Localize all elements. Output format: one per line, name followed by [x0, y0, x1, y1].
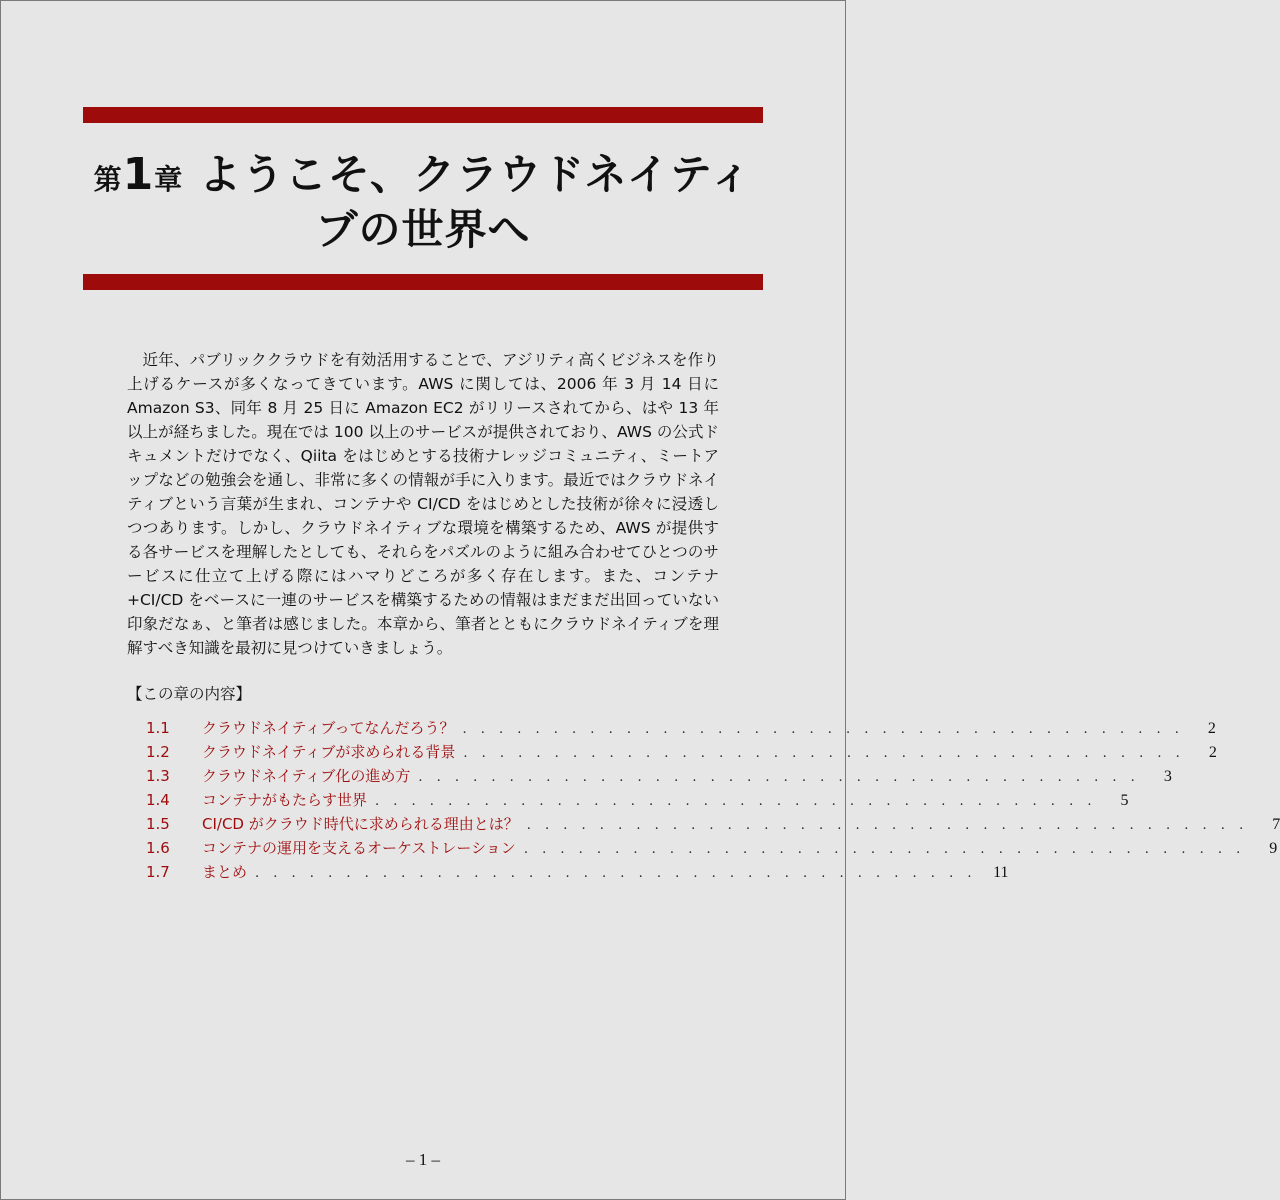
- intro-paragraph: 近年、パブリッククラウドを有効活用することで、アジリティ高くビジネスを作り上げるケースが多くなってきています。AWS に関しては、2006 年 3 月 14 日に Amazon S3、同年 8 月 25 日に Amazon EC2 がリリースされてから、はや 13 年以上が経ちました。現在では 100 以上のサービスが提供されており、AWS の公式ドキュメントだけでなく、Qiita をはじめとする技術ナレッジコミュニティ、ミートアップなどの勉強会を通し、非常に多くの情報が手に入ります。最近ではクラウドネイティブという言葉が生まれ、コンテナや CI/CD をはじめとした技術が徐々に浸透しつつあります。しかし、クラウドネイティブな環境を構築するため、AWS が提供する各サービスを理解したとしても、それらをパズルのように組み合わせてひとつのサービスに仕立て上げる際にはハマりどころが多く存在します。また、コンテナ +CI/CD をベースに一連のサービスを構築するための情報はまだまだ出回っていない印象だなぁ、と筆者は感じました。本章から、筆者とともにクラウドネイティブを理解すべき知識を最初に見つけていきましょう。: [127, 351, 719, 657]
- toc-entry-number: 1.5: [146, 815, 170, 833]
- toc-entry-number: 1.1: [146, 719, 170, 737]
- toc-entry-page: 11: [993, 864, 1009, 881]
- chapter-number: 1: [122, 149, 155, 200]
- title-rule-top: [83, 107, 763, 123]
- toc-entry-number: 1.2: [146, 743, 170, 761]
- toc-leader-dots: . . . . . . . . . . . . . . . . . . . . . . . . . . . . . . . . . . . . . . . .: [526, 818, 1249, 833]
- chapter-title: [83, 150, 763, 255]
- toc-leader-dots: . . . . . . . . . . . . . . . . . . . . . . . . . . . . . . . . . . . . . . . .: [418, 770, 1140, 785]
- toc-entry-page: 2: [1207, 720, 1216, 737]
- chapter-title-text-2: ブの世界へ: [315, 205, 531, 254]
- toc-entry-page: 7: [1272, 816, 1280, 833]
- toc-leader-dots: . . . . . . . . . . . . . . . . . . . . . . . . . . . . . . . . . . . . . . . .: [462, 722, 1184, 737]
- chapter-label-prefix: 第: [93, 163, 123, 196]
- toc-leader-dots: . . . . . . . . . . . . . . . . . . . . . . . . . . . . . . . . . . . . . . . .: [463, 746, 1185, 761]
- toc-entry[interactable]: [146, 860, 1009, 884]
- toc-entry-label[interactable]: クラウドネイティブが求められる背景: [202, 743, 456, 761]
- toc-entry[interactable]: [146, 836, 1278, 860]
- toc-entry-page: 2: [1208, 744, 1217, 761]
- chapter-toc: [146, 716, 1280, 884]
- toc-entry-label[interactable]: CI/CD がクラウド時代に求められる理由とは？: [202, 815, 519, 833]
- toc-heading: 【この章の内容】: [127, 685, 252, 703]
- chapter-title-line1: [83, 150, 763, 205]
- toc-entry-label[interactable]: クラウドネイティブってなんだろう？: [202, 719, 455, 737]
- toc-entry-page: 3: [1163, 768, 1172, 785]
- toc-leader-dots: . . . . . . . . . . . . . . . . . . . . . . . . . . . . . . . . . . . . . . . .: [255, 866, 977, 881]
- toc-entry[interactable]: [146, 812, 1280, 836]
- toc-entry-label[interactable]: コンテナの運用を支えるオーケストレーション: [202, 839, 516, 857]
- toc-entry-label[interactable]: まとめ: [202, 863, 248, 881]
- toc-entry-label[interactable]: クラウドネイティブ化の進め方: [202, 767, 411, 785]
- chapter-label-suffix: 章: [154, 163, 184, 196]
- toc-entry-page: 9: [1269, 840, 1278, 857]
- page-number: – 1 –: [406, 1150, 440, 1169]
- toc-entry-number: 1.7: [146, 863, 170, 881]
- toc-entry-label[interactable]: コンテナがもたらす世界: [202, 791, 368, 809]
- toc-entry-number: 1.6: [146, 839, 170, 857]
- toc-leader-dots: . . . . . . . . . . . . . . . . . . . . . . . . . . . . . . . . . . . . . . . .: [375, 794, 1097, 809]
- toc-entry-number: 1.3: [146, 767, 170, 785]
- toc-entry[interactable]: [146, 740, 1217, 764]
- toc-entry-page: 5: [1120, 792, 1129, 809]
- toc-leader-dots: . . . . . . . . . . . . . . . . . . . . . . . . . . . . . . . . . . . . . . . .: [523, 842, 1246, 857]
- toc-entry[interactable]: [146, 764, 1172, 788]
- toc-entry[interactable]: [146, 716, 1216, 740]
- toc-entry[interactable]: [146, 788, 1129, 812]
- chapter-title-text-1: ようこそ、クラウドネイティ: [198, 150, 753, 199]
- title-rule-bottom: [83, 274, 763, 290]
- toc-entry-number: 1.4: [146, 791, 170, 809]
